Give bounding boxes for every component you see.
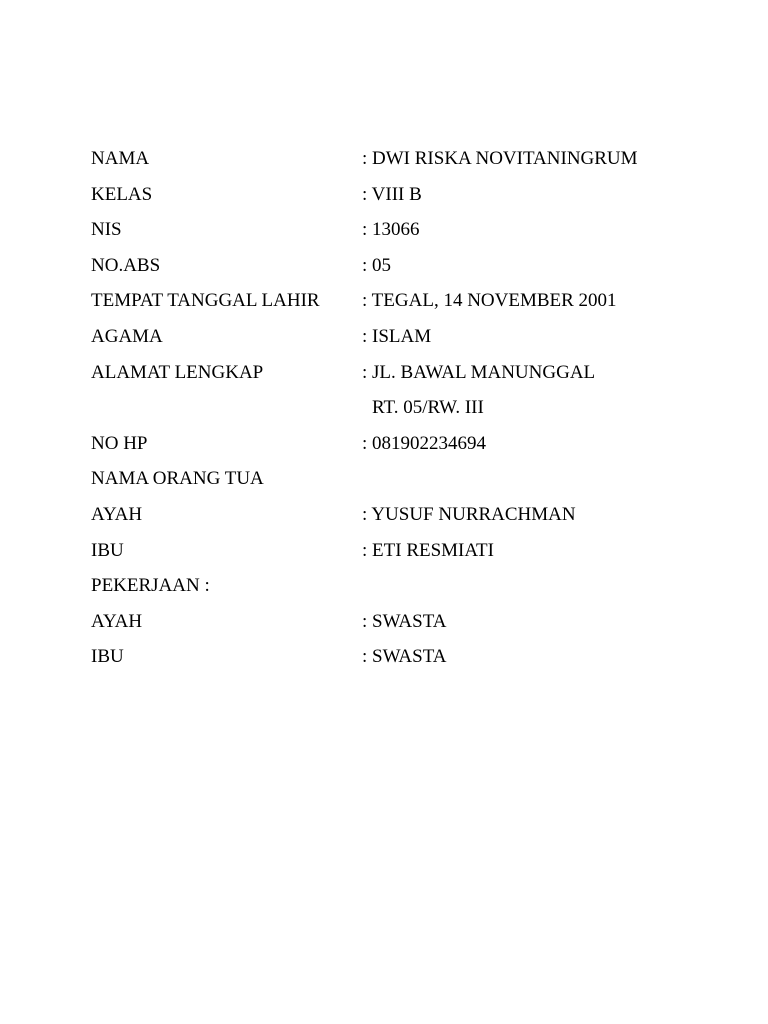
row-no-abs [91,252,711,288]
row-value: : TEGAL, 14 NOVEMBER 2001 [362,290,617,312]
row-label: AYAH [91,610,143,632]
row-agama [91,323,711,359]
row-value: : ETI RESMIATI [362,539,494,561]
row-label: IBU [91,539,124,561]
row-value: : 081902234694 [362,432,487,454]
row-value: RT. 05/RW. III [372,397,484,419]
row-ibu-name [91,537,711,573]
row-label: KELAS [91,183,153,205]
row-ayah-job [91,608,711,644]
row-alamat-lengkap [91,359,711,395]
row-tempat-tanggal-lahir [91,287,711,323]
row-pekerjaan [91,572,711,608]
row-label: NAMA ORANG TUA [91,468,264,490]
row-label: NAMA [91,148,150,169]
row-nama [91,145,711,181]
row-label: AYAH [91,503,143,525]
row-label: TEMPAT TANGGAL LAHIR [91,290,320,312]
row-label: ALAMAT LENGKAP [91,361,264,383]
row-value: : SWASTA [362,610,447,632]
row-ayah-name [91,501,711,537]
row-value: : 13066 [362,219,420,241]
row-label: PEKERJAAN : [91,575,210,597]
row-nama-orang-tua [91,465,711,501]
row-nis [91,216,711,252]
row-label: NO.ABS [91,254,161,276]
row-value: : ISLAM [362,325,432,347]
row-label: AGAMA [91,325,163,347]
row-no-hp [91,430,711,466]
row-ibu-job [91,643,711,679]
row-value: : SWASTA [362,646,447,668]
row-label: NIS [91,219,122,241]
row-alamat-continuation [91,394,711,430]
row-value: : JL. BAWAL MANUNGGAL [362,361,596,383]
row-value: : DWI RISKA NOVITANINGRUM [362,148,638,169]
row-kelas [91,181,711,217]
row-value: : YUSUF NURRACHMAN [362,503,576,525]
biodata-list [91,145,711,679]
row-value: : 05 [362,254,392,276]
row-label: IBU [91,646,124,668]
row-value: : VIII B [362,183,422,205]
row-label: NO HP [91,432,148,454]
